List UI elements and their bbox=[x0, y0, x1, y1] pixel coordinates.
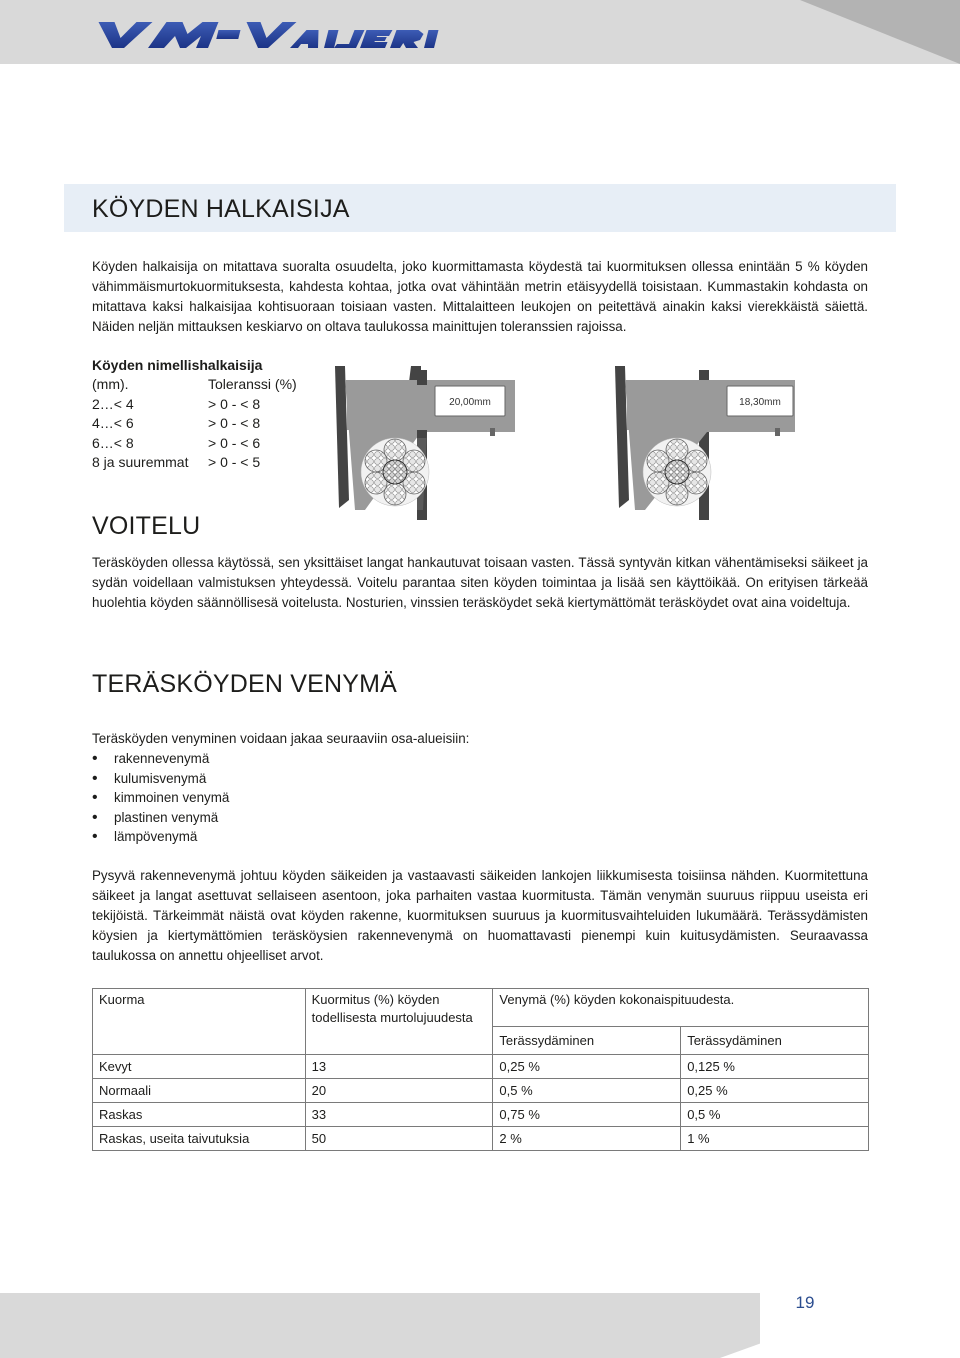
tolerance-row bbox=[92, 414, 332, 434]
table-cell: Raskas bbox=[93, 1103, 306, 1127]
table-row bbox=[93, 1055, 869, 1079]
table-cell: Kevyt bbox=[93, 1055, 306, 1079]
table-cell: Raskas, useita taivutuksia bbox=[93, 1127, 306, 1151]
table-cell: 2 % bbox=[493, 1127, 681, 1151]
table-row bbox=[93, 1127, 869, 1151]
tolerance-size: 4…< 6 bbox=[92, 415, 134, 431]
caliper-wrong bbox=[615, 366, 795, 520]
tolerance-size: 8 ja suuremmat bbox=[92, 454, 189, 470]
table-cell: 1 % bbox=[681, 1127, 869, 1151]
page-number: 19 bbox=[795, 1293, 815, 1312]
tolerance-value: > 0 - < 6 bbox=[208, 434, 261, 451]
table-cell: 50 bbox=[305, 1127, 493, 1151]
caliper-reading-wrong: 18,30mm bbox=[739, 397, 781, 408]
tolerance-size: 2…< 4 bbox=[92, 395, 134, 412]
table-header-row bbox=[93, 989, 869, 1027]
tolerance-size: 6…< 8 bbox=[92, 434, 134, 451]
table-subheader-steelcore-2: Terässydäminen bbox=[681, 1027, 869, 1055]
table-cell: 0,25 % bbox=[493, 1055, 681, 1079]
table-header-elongation: Venymä (%) köyden kokonaispituudesta. bbox=[493, 989, 869, 1027]
tolerance-value: > 0 - < 8 bbox=[208, 415, 261, 431]
table-cell: 33 bbox=[305, 1103, 493, 1127]
table-header-percent: Kuormitus (%) köyden todellisesta murtolujuudesta bbox=[305, 989, 493, 1055]
tolerance-row bbox=[92, 434, 332, 454]
table-cell: 0,5 % bbox=[493, 1079, 681, 1103]
table-cell: 13 bbox=[305, 1055, 493, 1079]
table-cell: 0,25 % bbox=[681, 1079, 869, 1103]
table-header-load: Kuorma bbox=[93, 989, 306, 1055]
tolerance-table bbox=[92, 356, 332, 473]
table-cell: 20 bbox=[305, 1079, 493, 1103]
caliper-reading-correct: 20,00mm bbox=[449, 397, 491, 408]
diameter-paragraph: Köyden halkaisija on mitattava suoralta osuudelta, joko kuormittamasta köydestä tai kuormituksen ollessa enintään 5 % köyden vähimmäismurtokuormituksesta, kahdesta kohtaa, jotka ovat vähintään metrin etäisyydellä toisistaan. Kummastakin kohdasta on mitattava kaksi halkaisijaa kohtisuoraan toisiaan vasten. Mittalaitteen leukojen on peitettävä ainakin kaksi vierekkäistä säiettä. Näiden neljän mittauksen keskiarvo on oltava taulukossa mainittujen toleranssien rajoissa. bbox=[92, 259, 868, 334]
tolerance-title: Köyden nimellishalkaisija bbox=[92, 357, 263, 373]
tolerance-header-row bbox=[92, 375, 332, 395]
table-cell: 0,5 % bbox=[681, 1103, 869, 1127]
elongation-table bbox=[92, 988, 869, 1151]
tolerance-col2-header: Toleranssi (%) bbox=[208, 376, 297, 392]
table-cell: Normaali bbox=[93, 1079, 306, 1103]
elongation-list bbox=[92, 749, 492, 847]
section-title-elongation: TERÄSKÖYDEN VENYMÄ bbox=[92, 670, 398, 698]
tolerance-value: > 0 - < 5 bbox=[208, 454, 261, 470]
table-row bbox=[93, 1079, 869, 1103]
table-row bbox=[93, 1103, 869, 1127]
caliper-correct bbox=[335, 366, 537, 520]
tolerance-value: > 0 - < 8 bbox=[208, 395, 261, 412]
table-cell: 0,75 % bbox=[493, 1103, 681, 1127]
brand-logo bbox=[92, 16, 482, 52]
section-title-lubrication: VOITELU bbox=[92, 512, 201, 540]
elongation-intro: Teräsköyden venyminen voidaan jakaa seuraaviin osa-alueisiin: bbox=[92, 731, 470, 746]
list-item: • plastinen venymä bbox=[92, 808, 492, 828]
list-item: • kulumisvenymä bbox=[92, 769, 492, 789]
header-corner-fold bbox=[800, 0, 960, 64]
list-item: • lämpövenymä bbox=[92, 827, 492, 847]
tolerance-row bbox=[92, 453, 332, 473]
caliper-measurement-figure bbox=[335, 360, 865, 525]
tolerance-col1-header: (mm). bbox=[92, 376, 129, 392]
lubrication-paragraph: Teräsköyden ollessa käytössä, sen yksittäiset langat hankautuvat toisaan vasten. Tässä syntyvän kitkan vähentämiseksi säikeet ja sydän voidellaan valmistuksen yhteydessä. Voitelu parantaa siten köyden toimintaa ja lisää sen käyttöikää. On erityisen tärkeää huolehtia köyden säännöllisesä voitelusta. Nosturien, vinssien teräsköydet sekä kiertymättömät teräsköydet ovat aina voideltuja. bbox=[92, 555, 868, 610]
tolerance-row bbox=[92, 395, 332, 415]
section-title-diameter: KÖYDEN HALKAISIJA bbox=[92, 195, 350, 223]
list-item: • rakennevenymä bbox=[92, 749, 492, 769]
table-cell: 0,125 % bbox=[681, 1055, 869, 1079]
table-subheader-steelcore-1: Terässydäminen bbox=[493, 1027, 681, 1055]
elongation-paragraph: Pysyvä rakennevenymä johtuu köyden säikeiden ja vastaavasti säikeiden lankojen liikkumisesta toisiinsa nähden. Kuormitettuna säikeet ja langat asettuvat sellaiseen asentoon, joka parhaiten vastaa kuormitusta. Tämän venymän suuruus riippuu useista eri tekijöistä. Tärkeimmät näistä ovat köyden rakenne, kuormituksen suuruus ja kuormitusvaihteluiden lukumäärä. Terässydämisten köysien ja kiertymättömien teräsköysien rakennevenymä on huomattavasti pienempi kuin kuitusydämisten. Seuraavassa taulukossa on annettu ohjeelliset arvot. bbox=[92, 868, 868, 963]
list-item: • kimmoinen venymä bbox=[92, 788, 492, 808]
